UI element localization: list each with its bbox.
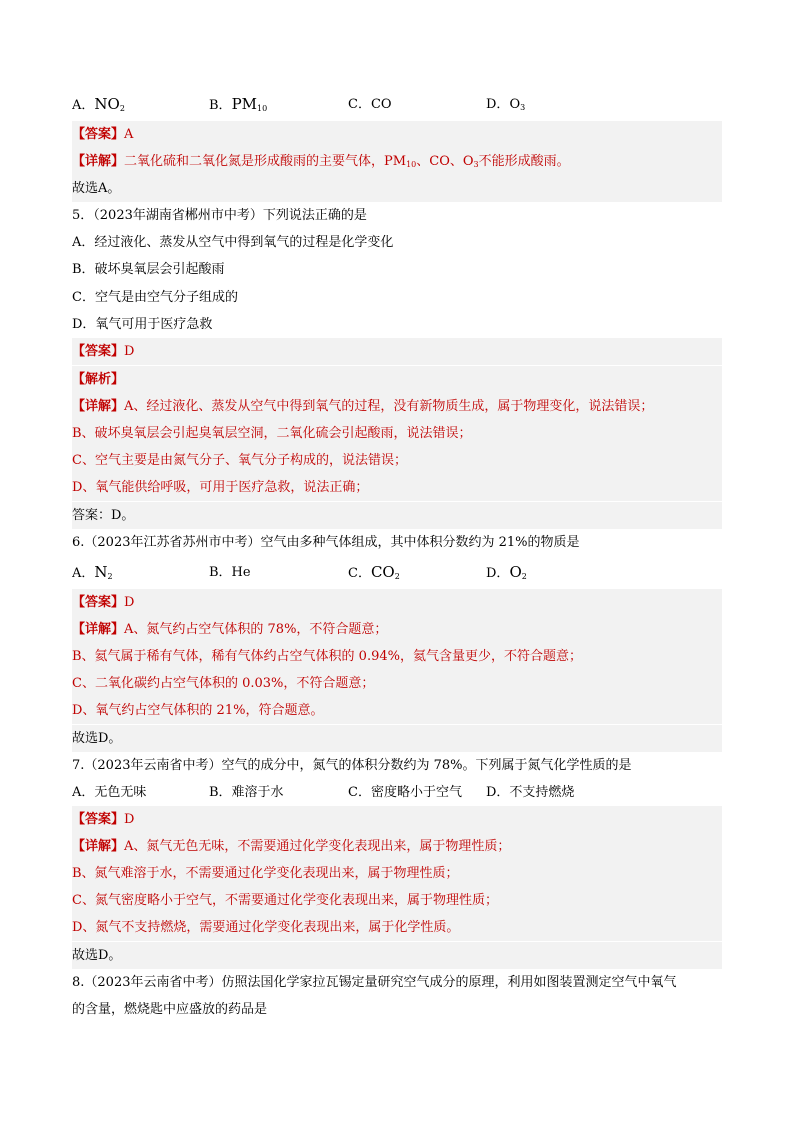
q5-conclusion: 答案：D。 [72,502,722,529]
q7-answer: 【答案】D [72,806,722,833]
q7-detail-b: B、氮气难溶于水，不需要通过化学变化表现出来，属于物理性质； [72,860,722,887]
q7-conclusion: 故选D。 [72,942,722,969]
q5-answer: 【答案】D [72,338,722,365]
q5-stem: 5．（2023年湖南省郴州市中考）下列说法正确的是 [72,208,367,223]
q5-option-d: D．氧气可用于医疗急救 [72,317,213,332]
q5-analysis: 【解析】 [72,366,722,393]
q6-conclusion: 故选D。 [72,725,722,752]
q6-answer: 【答案】D [72,589,722,616]
q4-option-a: A．$NO_2$ [72,95,125,113]
q7-options [72,779,722,806]
q6-detail-d: D、氧气约占空气体积的 21%，符合题意。 [72,697,722,724]
q7-option-d: D．不支持燃烧 [486,785,575,800]
q8-stem-line-2: 的含量，燃烧匙中应盛放的药品是 [72,1002,268,1017]
q6-detail-b: B、氦气属于稀有气体，稀有气体约占空气体积的 0.94%，氦气含量更少，不符合题意； [72,643,722,670]
q5-option-b: B．破坏臭氧层会引起酸雨 [72,262,225,277]
q5-detail-b: B、破坏臭氧层会引起臭氧层空洞，二氧化硫会引起酸雨，说法错误； [72,420,722,447]
q7-option-a: A．无色无味 [72,785,147,800]
q4-conclusion: 故选A。 [72,175,722,202]
q5-option-c: C．空气是由空气分子组成的 [72,290,238,305]
q4-option-b: B．$PM_{10}$ [209,95,268,113]
q7-option-c: C．密度略小于空气 [348,785,462,800]
q7-detail-d: D、氮气不支持燃烧，需要通过化学变化表现出来，属于化学性质。 [72,914,722,941]
q6-option-d: D．$O_2$ [486,563,527,581]
q7-detail-a: 【详解】A、氮气无色无味，不需要通过化学变化表现出来，属于物理性质； [72,833,722,860]
q4-option-d: D．$O_3$ [486,97,526,112]
q7-detail-c: C、氮气密度略小于空气，不需要通过化学变化表现出来，属于物理性质； [72,887,722,914]
q6-option-a: A．$N_2$ [72,563,113,581]
q8-stem-line-1: 8.（2023年云南省中考）仿照法国化学家拉瓦锡定量研究空气成分的原理，利用如图装置测定空气中氧气 [72,975,677,990]
q6-options [72,559,722,586]
q6-detail-c: C、二氧化碳约占空气体积的 0.03%，不符合题意； [72,670,722,697]
q4-answer: 【答案】A [72,121,722,148]
q6-stem: 6.（2023年江苏省苏州市中考）空气由多种气体组成，其中体积分数约为 21%的物质是 [72,535,580,550]
q5-option-a: A．经过液化、蒸发从空气中得到氧气的过程是化学变化 [72,235,394,250]
q4-options [72,91,722,118]
q6-detail-a: 【详解】A、氮气约占空气体积的 78%，不符合题意； [72,616,722,643]
q7-option-b: B．难溶于水 [209,785,284,800]
q5-detail-c: C、空气主要是由氮气分子、氧气分子构成的，说法错误； [72,447,722,474]
q6-option-b: B．He [209,565,251,580]
q5-detail-d: D、氧气能供给呼吸，可用于医疗急救，说法正确； [72,474,722,501]
q4-detail: 【详解】二氧化硫和二氧化氮是形成酸雨的主要气体，$PM_{10}$、CO、$O_3$不能形成酸雨。 [72,148,722,175]
q6-option-c: C．$CO_2$ [348,563,400,581]
q4-option-c: C．CO [348,97,392,112]
q7-stem: 7.（2023年云南省中考）空气的成分中，氮气的体积分数约为 78%。下列属于氮气化学性质的是 [72,758,632,773]
q5-detail-a: 【详解】A、经过液化、蒸发从空气中得到氧气的过程，没有新物质生成，属于物理变化，说法错误； [72,393,722,420]
